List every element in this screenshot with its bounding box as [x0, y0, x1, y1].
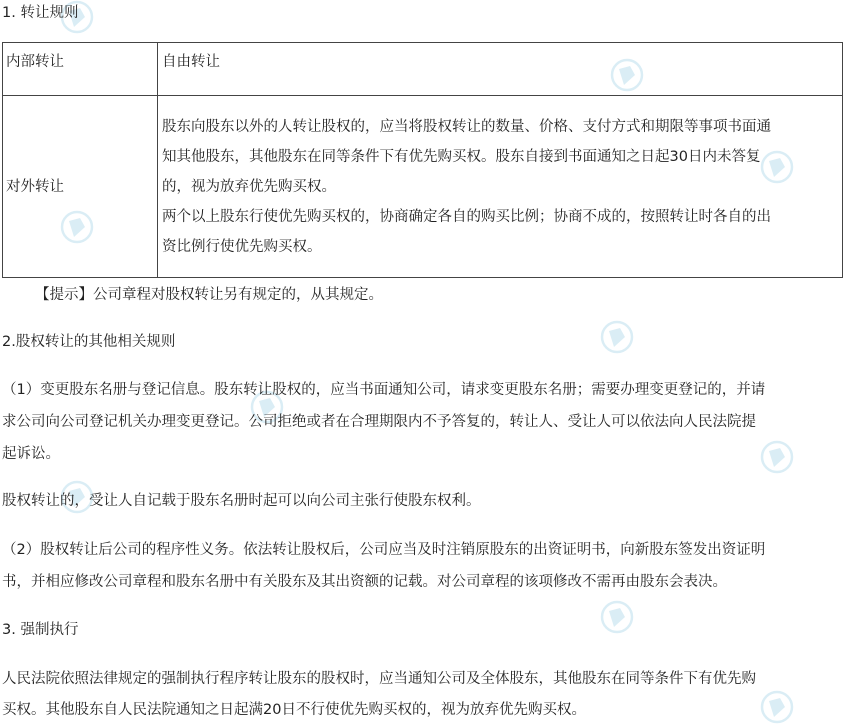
section-title-transfer-rules: 1. 转让规则	[2, 5, 79, 21]
watermark-logo-icon	[760, 440, 794, 474]
table-row	[3, 43, 843, 96]
paragraph-line: 知其他股东，其他股东在同等条件下有优先购买权。股东自接到书面通知之日起30日内未答复	[162, 148, 761, 165]
row-value-external-rules	[158, 112, 842, 262]
paragraph-line: 的，视为放弃优先购买权。	[162, 178, 336, 195]
paragraph-line: 资比例行使优先购买权。	[162, 238, 322, 255]
section-title-other-rules: 2.股权转让的其他相关规则	[2, 334, 176, 350]
watermark-logo-icon	[600, 320, 634, 354]
table-cell-label	[3, 96, 158, 278]
paragraph-line: 求公司向公司登记机关办理变更登记。公司拒绝或者在合理期限内不予答复的，转让人、受让人可以依法向人民法院提	[2, 414, 756, 430]
paragraph-line: 起诉讼。	[2, 446, 60, 462]
paragraph-line: 两个以上股东行使优先购买权的，协商确定各自的购买比例；协商不成的，按照转让时各自的出	[162, 208, 771, 225]
paragraph-line: 书，并相应修改公司章程和股东名册中有关股东及其出资额的记载。对公司章程的该项修改不需再由股东会表决。	[2, 574, 727, 590]
table-cell-label	[3, 43, 158, 96]
row-value-free-transfer: 自由转让	[162, 54, 220, 70]
table-cell-value	[158, 96, 843, 278]
paragraph-line: 人民法院依照法律规定的强制执行程序转让股东的股权时，应当通知公司及全体股东，其他股东在同等条件下有优先购	[2, 671, 756, 687]
watermark-logo-icon	[600, 600, 634, 634]
paragraph-line: 买权。其他股东自人民法院通知之日起满20日不行使优先购买权的，视为放弃优先购买权。	[2, 702, 586, 718]
transfer-rules-table	[2, 42, 843, 278]
paragraph-line: （1）变更股东名册与登记信息。股东转让股权的，应当书面通知公司，请求变更股东名册；需要办理变更登记的，并请	[2, 382, 766, 398]
paragraph-line: （2）股权转让后公司的程序性义务。依法转让股权后，公司应当及时注销原股东的出资证明书，向新股东签发出资证明	[2, 542, 766, 558]
row-label-internal: 内部转让	[6, 54, 64, 70]
watermark-logo-icon	[760, 690, 794, 724]
table-row	[3, 96, 843, 278]
paragraph-line: 股东向股东以外的人转让股权的，应当将股权转让的数量、价格、支付方式和期限等事项书面通	[162, 118, 771, 135]
row-label-external: 对外转让	[6, 178, 64, 195]
tip-text: 【提示】公司章程对股权转让另有规定的，从其规定。	[35, 287, 383, 303]
table-cell-value	[158, 43, 843, 96]
section-title-enforcement: 3. 强制执行	[2, 622, 79, 638]
paragraph-line: 股权转让的，受让人自记载于股东名册时起可以向公司主张行使股东权利。	[2, 493, 481, 509]
